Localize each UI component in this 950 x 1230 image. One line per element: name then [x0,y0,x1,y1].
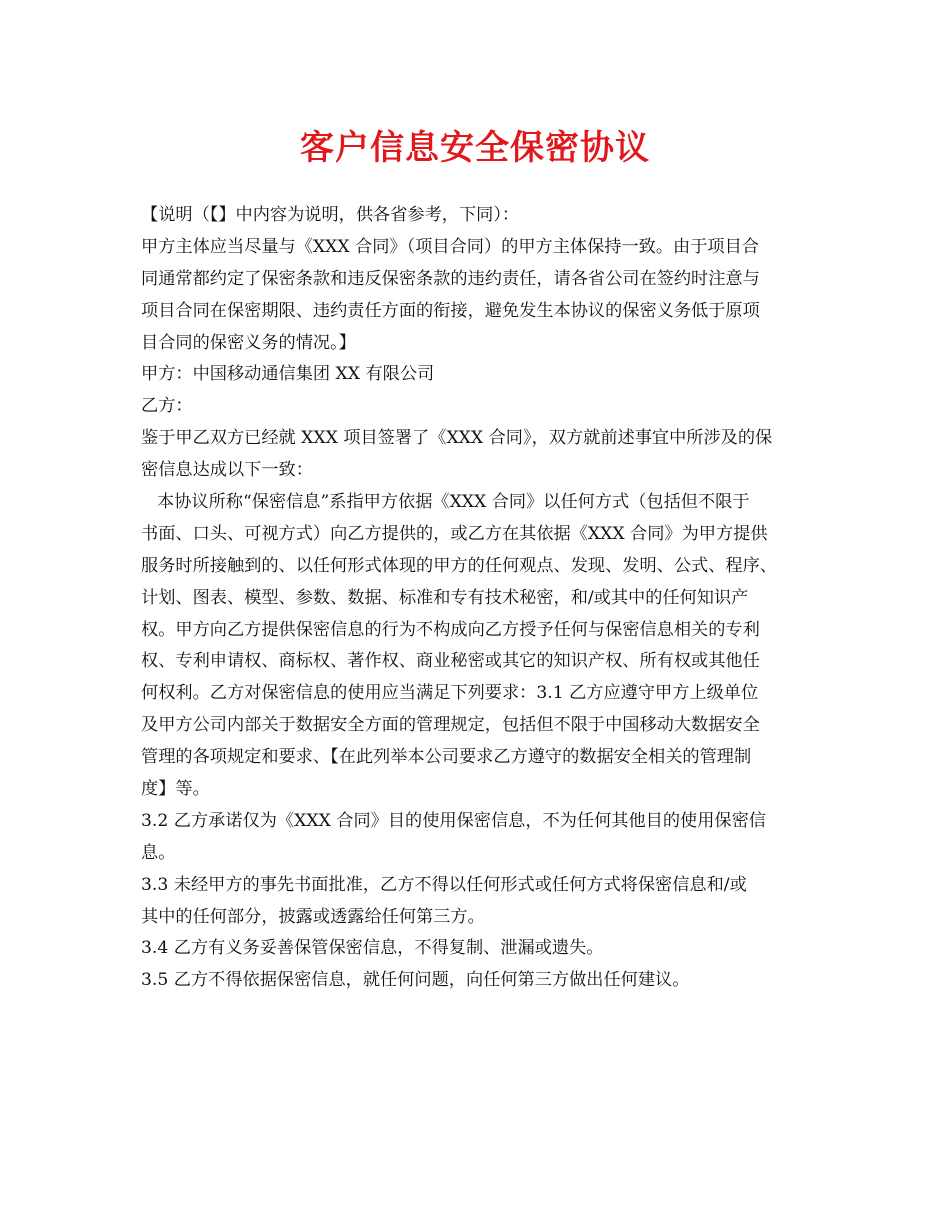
document-body [141,200,816,997]
paragraph-line: 3.4 乙方有义务妥善保管保密信息，不得复制、泄漏或遗失。 [141,938,604,959]
paragraph-line: 同通常都约定了保密条款和违反保密条款的违约责任，请各省公司在签约时注意与 [141,268,760,289]
paragraph-line: 3.5 乙方不得依据保密信息，就任何问题，向任何第三方做出任何建议。 [141,970,690,991]
paragraph-line: 项目合同在保密期限、违约责任方面的衔接，避免发生本协议的保密义务低于原项 [141,300,760,321]
paragraph-line: 乙方： [141,396,193,417]
paragraph-line: 度】等。 [141,779,210,800]
paragraph-line: 计划、图表、模型、参数、数据、标准和专有技术秘密，和/或其中的任何知识产 [141,587,749,608]
paragraph-line: 息。 [141,842,176,863]
paragraph-line: 何权利。乙方对保密信息的使用应当满足下列要求：3.1 乙方应遵守甲方上级单位 [141,683,759,704]
paragraph-line: 服务时所接触到的、以任何形式体现的甲方的任何观点、发现、发明、公式、程序、 [141,555,777,576]
paragraph-line: 书面、口头、可视方式）向乙方提供的，或乙方在其依据《XXX 合同》为甲方提供 [141,523,768,544]
paragraph-line: 鉴于甲乙双方已经就 XXX 项目签署了《XXX 合同》，双方就前述事宜中所涉及的保 [141,428,773,449]
paragraph-line: 其中的任何部分，披露或透露给任何第三方。 [141,906,485,927]
paragraph-line: 3.2 乙方承诺仅为《XXX 合同》目的使用保密信息，不为任何其他目的使用保密信 [141,810,766,831]
paragraph-line: 权。甲方向乙方提供保密信息的行为不构成向乙方授予任何与保密信息相关的专利 [141,619,760,640]
paragraph-line: 本协议所称“保密信息”系指甲方依据《XXX 合同》以任何方式（包括但不限于 [157,492,750,513]
paragraph-line: 甲方：中国移动通信集团 XX 有限公司 [141,364,435,385]
paragraph-line: 权、专利申请权、商标权、著作权、商业秘密或其它的知识产权、所有权或其他任 [141,651,760,672]
paragraph-line: 【说明（【】中内容为说明，供各省参考，下同）： [141,205,520,225]
document-title: 客户信息安全保密协议 [300,128,650,168]
paragraph-line: 及甲方公司内部关于数据安全方面的管理规定，包括但不限于中国移动大数据安全 [141,715,760,736]
paragraph-line: 目合同的保密义务的情况。】 [141,332,356,353]
paragraph-line: 密信息达成以下一致： [141,460,313,481]
paragraph-line: 3.3 未经甲方的事先书面批准，乙方不得以任何形式或任何方式将保密信息和/或 [141,874,747,895]
paragraph-line: 管理的各项规定和要求、【在此列举本公司要求乙方遵守的数据安全相关的管理制 [141,747,752,768]
paragraph-line: 甲方主体应当尽量与《XXX 合同》（项目合同）的甲方主体保持一致。由于项目合 [141,236,759,257]
